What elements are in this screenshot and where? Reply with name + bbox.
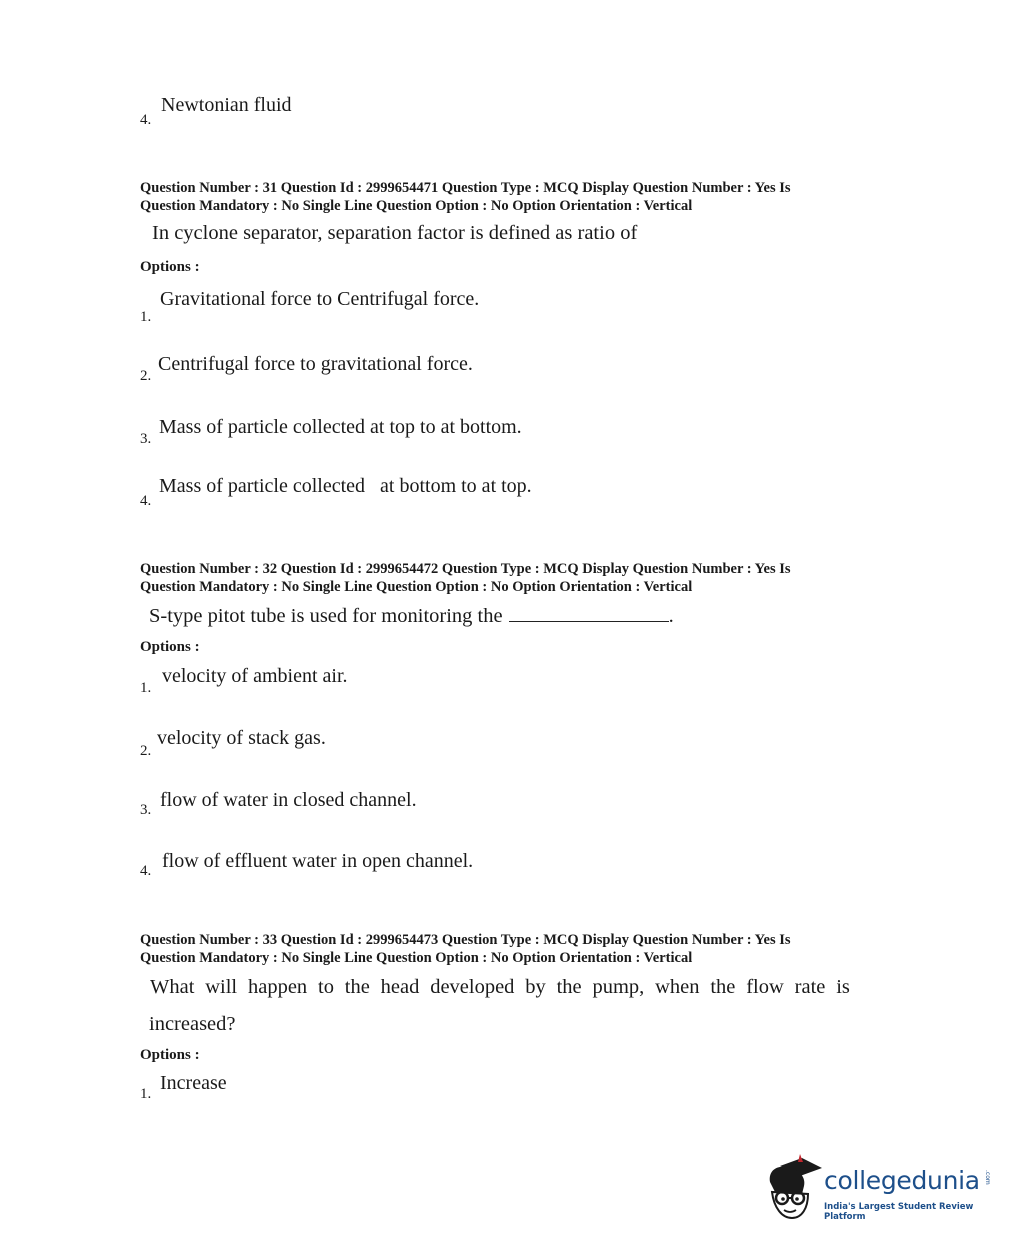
option-number: 4.: [140, 863, 152, 879]
brand-domain: .com: [984, 1170, 991, 1185]
question-meta-line: Question Mandatory : No Single Line Question Option : No Option Orientation : Vertical: [140, 950, 693, 966]
question-text: [149, 603, 674, 628]
option-number: 1.: [140, 309, 152, 325]
mascot-icon: [762, 1152, 822, 1224]
question-meta: [140, 931, 791, 967]
question-meta-line: Question Number : 33 Question Id : 2999654473 Question Type : MCQ Display Question Number : Yes Is: [140, 932, 791, 948]
question-text: [150, 976, 850, 999]
question-word: when: [655, 976, 700, 998]
option-text: velocity of stack gas.: [157, 727, 326, 749]
question-word: the: [556, 976, 582, 998]
option-text: Centrifugal force to gravitational force.: [158, 353, 473, 375]
option-text: flow of effluent water in open channel.: [162, 850, 474, 872]
question-meta-line: Question Number : 32 Question Id : 2999654472 Question Type : MCQ Display Question Number : Yes Is: [140, 561, 791, 577]
option-number: 3.: [140, 802, 152, 818]
question-text-end: .: [668, 605, 674, 627]
option-number: 4.: [140, 493, 152, 509]
question-word: will: [205, 976, 238, 998]
question-word: flow: [746, 976, 784, 998]
question-word: head: [380, 976, 420, 998]
question-text-main: S-type pitot tube is used for monitoring the: [149, 605, 503, 627]
question-word: the: [344, 976, 370, 998]
option-text: Newtonian fluid: [161, 94, 292, 116]
question-meta: [140, 560, 791, 596]
question-text-line2: increased?: [149, 1013, 236, 1035]
collegedunia-logo: [762, 1152, 1002, 1224]
question-word: is: [836, 976, 850, 998]
question-meta: [140, 179, 791, 215]
option-number: 1.: [140, 1086, 152, 1102]
question-word: What: [150, 976, 195, 998]
question-word: happen: [247, 976, 308, 998]
question-meta-line: Question Number : 31 Question Id : 2999654471 Question Type : MCQ Display Question Number : Yes Is: [140, 180, 791, 196]
options-label: Options :: [140, 259, 200, 275]
options-label: Options :: [140, 1047, 200, 1063]
option-number: 2.: [140, 368, 152, 384]
fill-in-blank: [509, 603, 669, 622]
question-word: developed: [430, 976, 515, 998]
option-text: Mass of particle collected at top to at bottom.: [159, 416, 522, 438]
brand-name: collegedunia: [824, 1166, 980, 1195]
option-number: 4.: [140, 112, 152, 128]
question-meta-line: Question Mandatory : No Single Line Question Option : No Option Orientation : Vertical: [140, 198, 693, 214]
option-text: Gravitational force to Centrifugal force.: [160, 288, 480, 310]
option-text: Mass of particle collected at bottom to at top.: [159, 475, 532, 497]
options-label: Options :: [140, 639, 200, 655]
option-number: 1.: [140, 680, 152, 696]
question-text: In cyclone separator, separation factor is defined as ratio of: [152, 222, 638, 244]
question-word: rate: [794, 976, 826, 998]
option-text: flow of water in closed channel.: [160, 789, 417, 811]
brand-tagline: India's Largest Student Review Platform: [824, 1202, 974, 1222]
question-word: by: [525, 976, 546, 998]
option-text: velocity of ambient air.: [162, 665, 348, 687]
option-text: Increase: [160, 1072, 227, 1094]
question-word: pump,: [592, 976, 645, 998]
option-number: 3.: [140, 431, 152, 447]
option-number: 2.: [140, 743, 152, 759]
question-word: the: [710, 976, 736, 998]
question-word: to: [318, 976, 334, 998]
question-meta-line: Question Mandatory : No Single Line Question Option : No Option Orientation : Vertical: [140, 579, 693, 595]
